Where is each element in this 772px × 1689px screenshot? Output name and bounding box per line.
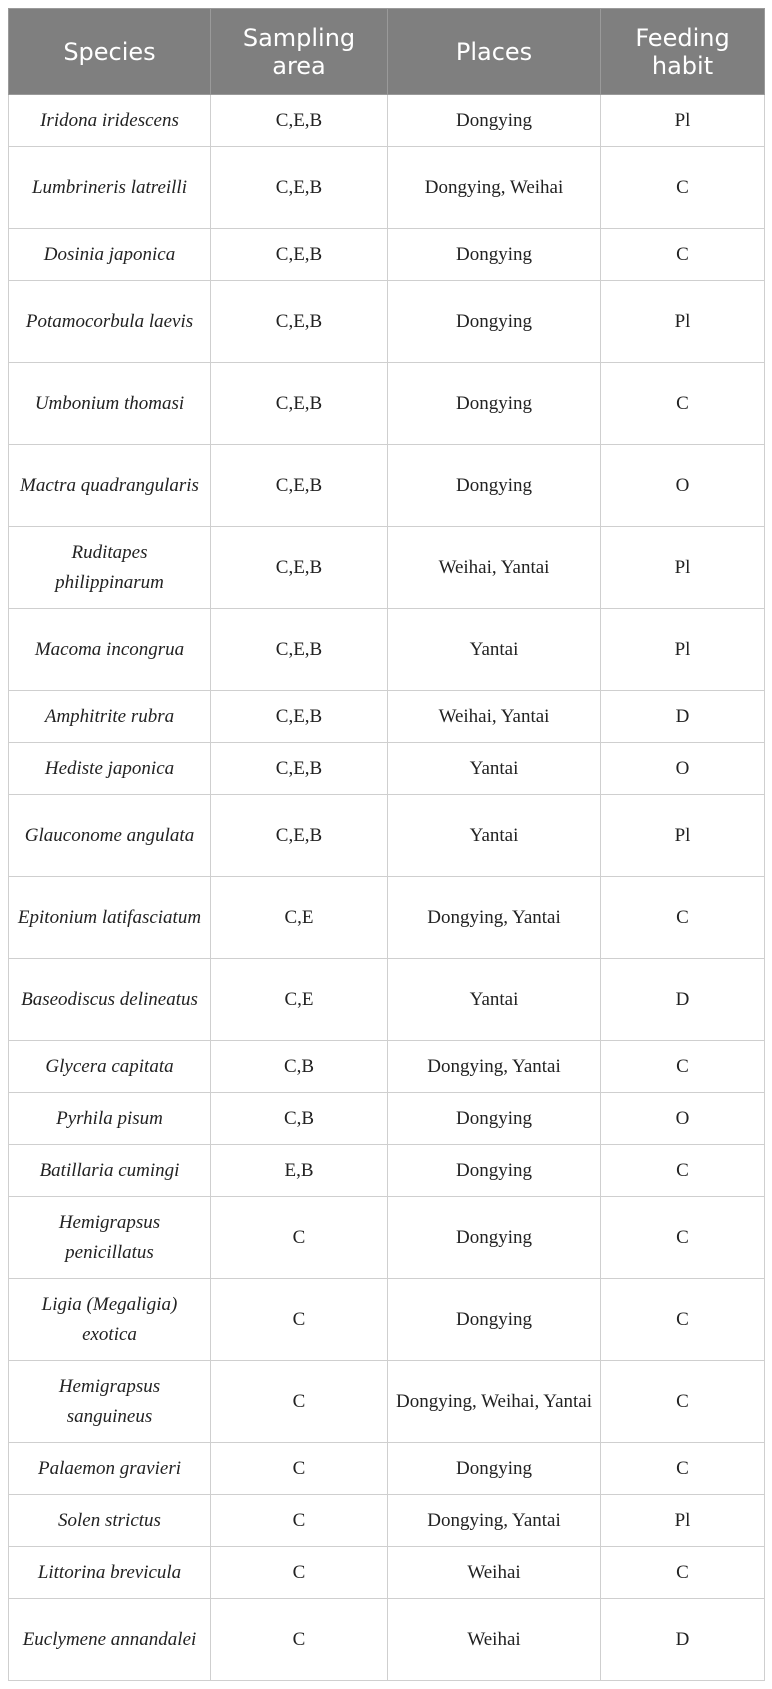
- feeding-habit-cell: D: [601, 691, 765, 743]
- table-row: [9, 95, 765, 147]
- species-cell: Amphitrite rubra: [9, 691, 211, 743]
- table-row: [9, 609, 765, 691]
- sampling-area-cell: C,E,B: [211, 363, 388, 445]
- places-cell: Dongying: [388, 1443, 601, 1495]
- places-cell: Yantai: [388, 609, 601, 691]
- feeding-habit-cell: C: [601, 1443, 765, 1495]
- feeding-habit-cell: C: [601, 1279, 765, 1361]
- feeding-habit-cell: C: [601, 1145, 765, 1197]
- table-body: [9, 95, 765, 1681]
- species-cell: Ruditapes philippinarum: [9, 527, 211, 609]
- table-row: [9, 1599, 765, 1681]
- sampling-area-cell: C,E,B: [211, 95, 388, 147]
- feeding-habit-cell: D: [601, 959, 765, 1041]
- sampling-area-cell: C,E,B: [211, 147, 388, 229]
- species-cell: Euclymene annandalei: [9, 1599, 211, 1681]
- feeding-habit-cell: O: [601, 743, 765, 795]
- table-row: [9, 691, 765, 743]
- species-cell: Baseodiscus delineatus: [9, 959, 211, 1041]
- sampling-area-cell: C,E,B: [211, 229, 388, 281]
- feeding-habit-cell: O: [601, 445, 765, 527]
- sampling-area-cell: C,E,B: [211, 691, 388, 743]
- places-cell: Yantai: [388, 743, 601, 795]
- feeding-habit-cell: Pl: [601, 609, 765, 691]
- species-cell: Hemigrapsus penicillatus: [9, 1197, 211, 1279]
- header-species: Species: [9, 9, 211, 95]
- feeding-habit-cell: O: [601, 1093, 765, 1145]
- places-cell: Yantai: [388, 795, 601, 877]
- places-cell: Dongying, Weihai, Yantai: [388, 1361, 601, 1443]
- table-header: [9, 9, 765, 95]
- places-cell: Weihai, Yantai: [388, 527, 601, 609]
- species-cell: Epitonium latifasciatum: [9, 877, 211, 959]
- feeding-habit-cell: C: [601, 229, 765, 281]
- species-cell: Dosinia japonica: [9, 229, 211, 281]
- table-row: [9, 877, 765, 959]
- table-row: [9, 1197, 765, 1279]
- places-cell: Dongying: [388, 229, 601, 281]
- places-cell: Dongying: [388, 281, 601, 363]
- sampling-area-cell: C,E,B: [211, 281, 388, 363]
- sampling-area-cell: C: [211, 1197, 388, 1279]
- feeding-habit-cell: C: [601, 147, 765, 229]
- species-cell: Hemigrapsus sanguineus: [9, 1361, 211, 1443]
- table-row: [9, 1443, 765, 1495]
- sampling-area-cell: C: [211, 1599, 388, 1681]
- species-cell: Lumbrineris latreilli: [9, 147, 211, 229]
- places-cell: Weihai: [388, 1547, 601, 1599]
- species-cell: Mactra quadrangularis: [9, 445, 211, 527]
- feeding-habit-cell: Pl: [601, 281, 765, 363]
- sampling-area-cell: C: [211, 1279, 388, 1361]
- places-cell: Dongying, Yantai: [388, 1495, 601, 1547]
- sampling-area-cell: C,E,B: [211, 795, 388, 877]
- places-cell: Dongying: [388, 1197, 601, 1279]
- sampling-area-cell: C,E,B: [211, 445, 388, 527]
- table-row: [9, 1279, 765, 1361]
- species-cell: Macoma incongrua: [9, 609, 211, 691]
- table-row: [9, 1145, 765, 1197]
- feeding-habit-cell: Pl: [601, 1495, 765, 1547]
- header-feeding-habit: Feeding habit: [601, 9, 765, 95]
- species-cell: Glycera capitata: [9, 1041, 211, 1093]
- table-row: [9, 527, 765, 609]
- feeding-habit-cell: C: [601, 1361, 765, 1443]
- table-row: [9, 147, 765, 229]
- table-row: [9, 229, 765, 281]
- table-row: [9, 1495, 765, 1547]
- table-row: [9, 1547, 765, 1599]
- places-cell: Dongying, Weihai: [388, 147, 601, 229]
- feeding-habit-cell: Pl: [601, 795, 765, 877]
- species-cell: Batillaria cumingi: [9, 1145, 211, 1197]
- sampling-area-cell: C,E: [211, 959, 388, 1041]
- places-cell: Weihai, Yantai: [388, 691, 601, 743]
- species-cell: Umbonium thomasi: [9, 363, 211, 445]
- feeding-habit-cell: C: [601, 877, 765, 959]
- sampling-area-cell: E,B: [211, 1145, 388, 1197]
- places-cell: Dongying, Yantai: [388, 877, 601, 959]
- species-cell: Ligia (Megaligia) exotica: [9, 1279, 211, 1361]
- species-cell: Palaemon gravieri: [9, 1443, 211, 1495]
- table-row: [9, 281, 765, 363]
- species-cell: Solen strictus: [9, 1495, 211, 1547]
- species-cell: Potamocorbula laevis: [9, 281, 211, 363]
- feeding-habit-cell: C: [601, 363, 765, 445]
- feeding-habit-cell: Pl: [601, 95, 765, 147]
- places-cell: Weihai: [388, 1599, 601, 1681]
- species-cell: Pyrhila pisum: [9, 1093, 211, 1145]
- header-places: Places: [388, 9, 601, 95]
- places-cell: Dongying, Yantai: [388, 1041, 601, 1093]
- places-cell: Dongying: [388, 1145, 601, 1197]
- species-cell: Littorina brevicula: [9, 1547, 211, 1599]
- table-row: [9, 1041, 765, 1093]
- feeding-habit-cell: C: [601, 1041, 765, 1093]
- sampling-area-cell: C,E,B: [211, 609, 388, 691]
- feeding-habit-cell: C: [601, 1197, 765, 1279]
- table-row: [9, 743, 765, 795]
- sampling-area-cell: C,E,B: [211, 527, 388, 609]
- sampling-area-cell: C: [211, 1547, 388, 1599]
- places-cell: Dongying: [388, 1093, 601, 1145]
- header-row: [9, 9, 765, 95]
- species-table-container: [8, 8, 764, 1681]
- places-cell: Dongying: [388, 445, 601, 527]
- species-cell: Hediste japonica: [9, 743, 211, 795]
- species-cell: Glauconome angulata: [9, 795, 211, 877]
- table-row: [9, 1093, 765, 1145]
- species-cell: Iridona iridescens: [9, 95, 211, 147]
- sampling-area-cell: C: [211, 1443, 388, 1495]
- feeding-habit-cell: Pl: [601, 527, 765, 609]
- sampling-area-cell: C,E: [211, 877, 388, 959]
- sampling-area-cell: C,E,B: [211, 743, 388, 795]
- table-row: [9, 795, 765, 877]
- table-row: [9, 445, 765, 527]
- table-row: [9, 959, 765, 1041]
- species-table: [8, 8, 765, 1681]
- places-cell: Dongying: [388, 363, 601, 445]
- sampling-area-cell: C,B: [211, 1093, 388, 1145]
- table-row: [9, 1361, 765, 1443]
- feeding-habit-cell: C: [601, 1547, 765, 1599]
- sampling-area-cell: C,B: [211, 1041, 388, 1093]
- sampling-area-cell: C: [211, 1361, 388, 1443]
- places-cell: Dongying: [388, 95, 601, 147]
- places-cell: Yantai: [388, 959, 601, 1041]
- table-row: [9, 363, 765, 445]
- places-cell: Dongying: [388, 1279, 601, 1361]
- sampling-area-cell: C: [211, 1495, 388, 1547]
- header-sampling-area: Sampling area: [211, 9, 388, 95]
- feeding-habit-cell: D: [601, 1599, 765, 1681]
